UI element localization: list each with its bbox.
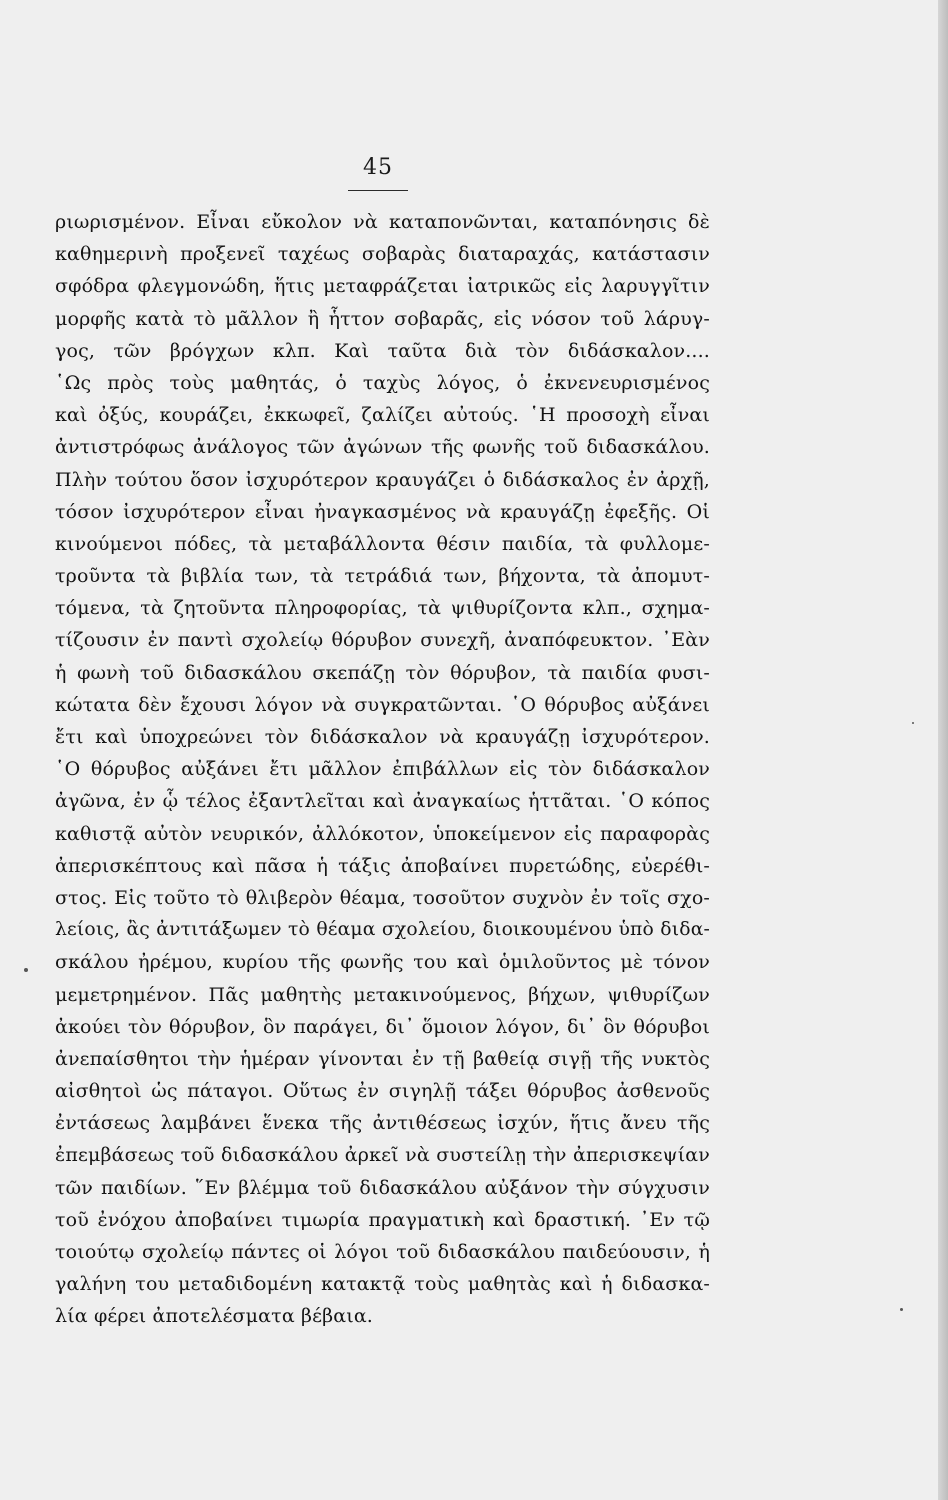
text-line: τοῦ ἐνόχου ἀποβαίνει τιμωρία πραγματικὴ καὶ δραστική. ᾿Εν τῷ bbox=[55, 1208, 710, 1231]
text-line: μεμετρημένον. Πᾶς μαθητὴς μετακινούμενος, βήχων, ψιθυρίζων bbox=[55, 983, 710, 1006]
text-line: ἀνεπαίσθητοι τὴν ἡμέραν γίνονται ἐν τῇ βαθείᾳ σιγῇ τῆς νυκτὸς bbox=[55, 1047, 710, 1070]
text-line: ἔτι καὶ ὑποχρεώνει τὸν διδάσκαλον νὰ κραυγάζῃ ἰσχυρότερον. bbox=[55, 726, 710, 748]
page-number: 45 bbox=[363, 155, 393, 180]
text-line: καὶ ὀξύς, κουράζει, ἐκκωφεῖ, ζαλίζει αὐτούς. ῾Η προσοχὴ εἶναι bbox=[55, 404, 710, 427]
text-line: σκάλου ἠρέμου, κυρίου τῆς φωνῆς του καὶ ὁμιλοῦντος μὲ τόνον bbox=[55, 951, 710, 974]
text-line: σφόδρα φλεγμονώδη, ἥτις μεταφράζεται ἰατρικῶς εἰς λαρυγγῖτιν bbox=[55, 275, 710, 298]
text-line: στος. Εἰς τοῦτο τὸ θλιβερὸν θέαμα, τοσοῦτον συχνὸν ἐν τοῖς σχο- bbox=[55, 886, 710, 909]
text-line: ἀκούει τὸν θόρυβον, ὃν παράγει, δι᾿ ὅμοιον λόγον, δι᾿ ὃν θόρυβοι bbox=[55, 1015, 710, 1038]
text-line: γαλήνη του μεταδιδομένη κατακτᾷ τοὺς μαθητὰς καὶ ἡ διδασκα- bbox=[55, 1273, 710, 1296]
text-line: κώτατα δὲν ἔχουσι λόγον νὰ συγκρατῶνται. ῾Ο θόρυβος αὐξάνει bbox=[55, 693, 710, 716]
text-line: ῾Ως πρὸς τοὺς μαθητάς, ὁ ταχὺς λόγος, ὁ ἐκνενευρισμένος bbox=[55, 371, 710, 394]
text-line: τόμενα, τὰ ζητοῦντα πληροφορίας, τὰ ψιθυρίζοντα κλπ., σχημα- bbox=[55, 597, 710, 620]
text-line: τίζουσιν ἐν παντὶ σχολείῳ θόρυβον συνεχῆ, ἀναπόφευκτον. ᾿Εὰν bbox=[55, 629, 710, 652]
text-line: τῶν παιδίων. ῞Εν βλέμμα τοῦ διδασκάλου αὐξάνον τὴν σύγχυσιν bbox=[55, 1176, 710, 1199]
text-line: ἀντιστρόφως ἀνάλογος τῶν ἀγώνων τῆς φωνῆς τοῦ διδασκάλου. bbox=[55, 436, 710, 459]
paper-speck bbox=[24, 968, 28, 972]
page-number-rule bbox=[348, 190, 408, 191]
text-line: ἐντάσεως λαμβάνει ἕνεκα τῆς ἀντιθέσεως ἰσχύν, ἥτις ἄνευ τῆς bbox=[55, 1112, 710, 1135]
text-line: ἐπεμβάσεως τοῦ διδασκάλου ἀρκεῖ νὰ συστείλῃ τὴν ἀπερισκεψίαν bbox=[55, 1144, 710, 1167]
text-line: λία φέρει ἀποτελέσματα βέβαια. bbox=[55, 1305, 373, 1328]
text-line: ἀγῶνα, ἐν ᾧ τέλος ἐξαντλεῖται καὶ ἀναγκαίως ἡττᾶται. ῾Ο κόπος bbox=[55, 790, 710, 813]
text-line: ἡ φωνὴ τοῦ διδασκάλου σκεπάζῃ τὸν θόρυβον, τὰ παιδία φυσι- bbox=[55, 661, 710, 684]
text-line: τοιούτῳ σχολείῳ πάντες οἱ λόγοι τοῦ διδασκάλου παιδεύουσιν, ἡ bbox=[55, 1241, 710, 1263]
text-line: λείοις, ἂς ἀντιτάξωμεν τὸ θέαμα σχολείου, διοικουμένου ὑπὸ διδα- bbox=[55, 919, 710, 941]
paper-speck bbox=[900, 1308, 903, 1311]
text-line: αἰσθητοὶ ὡς πάταγοι. Οὕτως ἐν σιγηλῇ τάξει θόρυβος ἀσθενοῦς bbox=[55, 1080, 710, 1103]
text-line: ἀπερισκέπτους καὶ πᾶσα ἡ τάξις ἀποβαίνει πυρετώδης, εὐερέθι- bbox=[55, 854, 710, 877]
text-line: καθημερινὴ προξενεῖ ταχέως σοβαρὰς διαταραχάς, κατάστασιν bbox=[55, 243, 710, 266]
text-line: ῾Ο θόρυβος αὐξάνει ἔτι μᾶλλον ἐπιβάλλων εἰς τὸν διδάσκαλον bbox=[55, 758, 710, 781]
text-line: τροῦντα τὰ βιβλία των, τὰ τετράδιά των, βήχοντα, τὰ ἀπομυτ- bbox=[55, 565, 710, 588]
body-text bbox=[55, 206, 710, 1333]
text-line: μορφῆς κατὰ τὸ μᾶλλον ἢ ἧττον σοβαρᾶς, εἰς νόσον τοῦ λάρυγ- bbox=[55, 307, 710, 330]
text-line: ριωρισμένον. Εἶναι εὔκολον νὰ καταπονῶνται, καταπόνησις δὲ bbox=[55, 211, 710, 233]
text-line: γος, τῶν βρόγχων κλπ. Καὶ ταῦτα διὰ τὸν διδάσκαλον.... bbox=[55, 339, 710, 362]
text-line: τόσον ἰσχυρότερον εἶναι ἠναγκασμένος νὰ κραυγάζῃ ἐφεξῆς. Οἱ bbox=[55, 500, 710, 523]
text-line: Πλὴν τούτου ὅσον ἰσχυρότερον κραυγάζει ὁ διδάσκαλος ἐν ἀρχῇ, bbox=[55, 468, 710, 491]
paper-speck bbox=[912, 722, 914, 724]
text-line: καθιστᾷ αὐτὸν νευρικόν, ἀλλόκοτον, ὑποκείμενον εἰς παραφορὰς bbox=[55, 822, 710, 845]
text-line: κινούμενοι πόδες, τὰ μεταβάλλοντα θέσιν παιδία, τὰ φυλλομε- bbox=[55, 532, 710, 555]
page-edge-shadow bbox=[938, 0, 948, 1500]
